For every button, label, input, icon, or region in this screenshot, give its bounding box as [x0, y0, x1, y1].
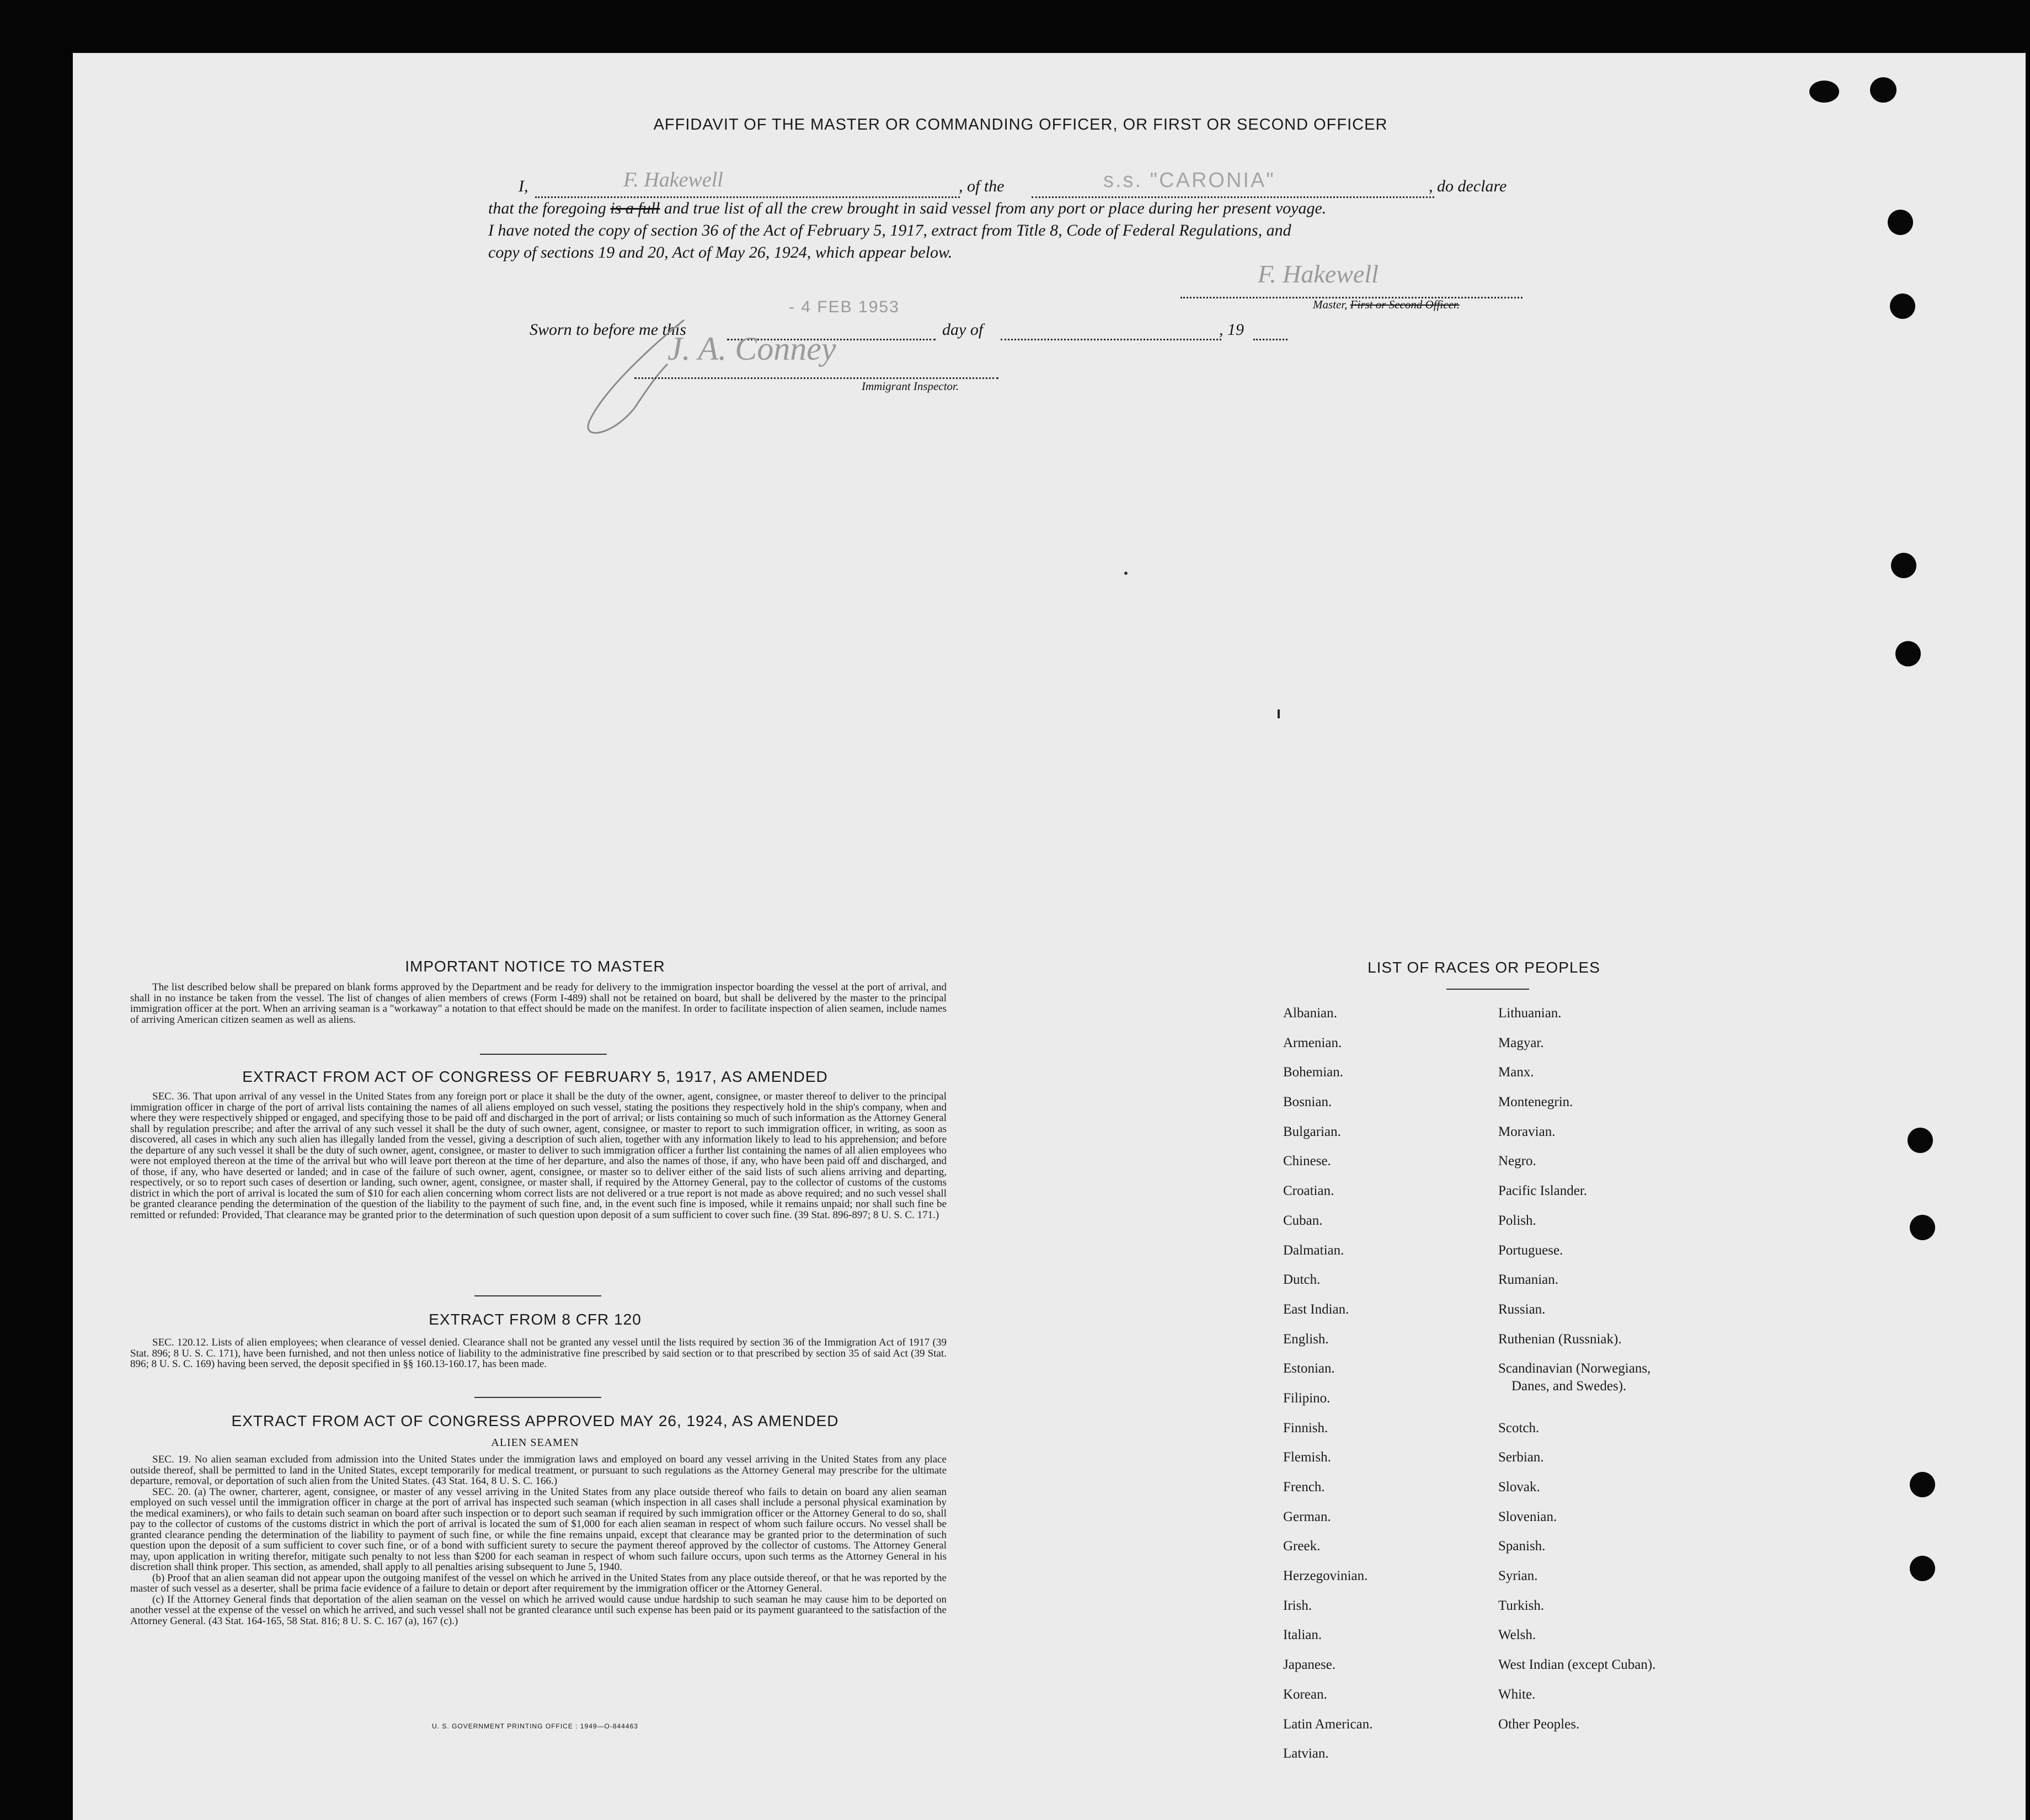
race-item: Latin American.: [1283, 1716, 1373, 1732]
notice-body: The list described below shall be prepared on blank forms approved by the Department and be ready for delivery to the immigration inspector boarding the vessel at the port of arrival, and shall in no instance be taken from the vessel. The list of changes of alien members of crews (Form I-489) shall not be retained on board, but shall be delivered by the master to the principal immigration officer at the port. When an arriving seaman is a "workaway" a notation to that effect should be made on the manifest. In order to facilitate inspection of alien seamen, include names of arriving American citizen seamen as well as aliens.: [130, 981, 947, 1026]
races-title: LIST OF RACES OR PEOPLES: [1367, 959, 1600, 976]
punch-hole: [1910, 1215, 1935, 1240]
year-prefix: , 19: [1219, 321, 1244, 339]
master-signature-field[interactable]: [1180, 280, 1522, 298]
race-item: West Indian (except Cuban).: [1498, 1657, 1656, 1673]
race-item: Armenian.: [1283, 1035, 1342, 1050]
month-field[interactable]: [1001, 322, 1221, 340]
race-item: Lithuanian.: [1498, 1006, 1562, 1021]
race-item: Filipino.: [1283, 1390, 1331, 1406]
affidavit-line-2: [488, 198, 1528, 220]
extract-1924-title: EXTRACT FROM ACT OF CONGRESS APPROVED MAY 26, 1924, AS AMENDED: [231, 1412, 839, 1429]
punch-hole: [1890, 293, 1915, 319]
speck: [1278, 709, 1280, 718]
race-item: Dalmatian.: [1283, 1242, 1344, 1258]
sec-20b: (b) Proof that an alien seaman did not appear upon the outgoing manifest of the vessel on which he arrived in the United States from any place outside thereof, or that he was reported by the master of such vessel as a deserter, shall be prima facie evidence of a failure to detain or deport after requirement by the immigration officer or the Attorney General.: [130, 1572, 947, 1594]
race-item: Polish.: [1498, 1213, 1536, 1228]
race-item: Turkish.: [1498, 1598, 1545, 1613]
race-item: Croatian.: [1283, 1183, 1334, 1199]
races-left-column: [1283, 1005, 1372, 1775]
extract-cfr-title: EXTRACT FROM 8 CFR 120: [429, 1311, 642, 1328]
race-item: Welsh.: [1498, 1627, 1536, 1643]
declarant-name-field[interactable]: [535, 180, 960, 198]
race-item: Italian.: [1283, 1627, 1322, 1643]
affidavit-i-label: I,: [519, 177, 528, 195]
speck: [1124, 572, 1128, 575]
race-item: Pacific Islander.: [1498, 1183, 1588, 1199]
race-item: Montenegrin.: [1498, 1095, 1573, 1110]
race-item: Flemish.: [1283, 1450, 1331, 1465]
inspector-signature: J. A. Conney: [667, 330, 836, 367]
race-item: Manx.: [1498, 1065, 1534, 1080]
inspector-label: Immigrant Inspector.: [862, 380, 959, 393]
sec-20a: SEC. 20. (a) The owner, charterer, agent, consignee, or master of any vessel arriving in the United States from any place outside thereof who fails to detain on board any alien seaman employed on such vessel until the immigration officer in charge at the port of arrival has inspected such seaman (which inspection in all cases shall include a personal physical examination by the medical examiners), or who fails to detain such seaman on board after such inspection or to deport such seaman if required by such immigration officer or the Attorney General to do so, shall pay to the collector of customs of the customs district in which the port of arrival is located the sum of $1,000 for each alien seaman in respect of whom such failure occurs. No vessel shall be granted clearance pending the determination of the liability to payment of such fine, or while the fine remains unpaid, except that clearance may be granted prior to the determination of such question upon the deposit of a sum sufficient to cover such fine, or of a bond with sufficient surety to secure the payment thereof approved by the collector of customs. The Attorney General may, upon application in writing therefor, mitigate such penalty to not less than $200 for each seaman in respect of whom such failure occurs, upon such terms as the Attorney General in his discretion shall think proper. This section, as amended, shall apply to all penalties arising subsequent to June 5, 1940.: [130, 1486, 947, 1573]
extract-1924-body: [130, 1454, 947, 1626]
master-label-pre: Master,: [1313, 298, 1348, 311]
race-item: Cuban.: [1283, 1213, 1323, 1228]
punch-hole: [1809, 81, 1839, 103]
race-item: Bohemian.: [1283, 1065, 1344, 1080]
affidavit-line-2-pre: that the foregoing: [488, 199, 606, 217]
notice-title: IMPORTANT NOTICE TO MASTER: [405, 958, 665, 975]
race-item: Greek.: [1283, 1539, 1321, 1554]
of-the-label: , of the: [959, 177, 1005, 195]
race-item: Bosnian.: [1283, 1095, 1332, 1110]
race-item: Other Peoples.: [1498, 1716, 1580, 1732]
race-item: French.: [1283, 1480, 1325, 1495]
race-item: Ruthenian (Russniak).: [1498, 1331, 1622, 1347]
race-item: Japanese.: [1283, 1657, 1336, 1673]
sec-20c: (c) If the Attorney General finds that deportation of the alien seaman on the vessel on which he arrived would cause undue hardship to such seaman he may cause him to be deported on another vessel at the expense of the vessel on which he arrived, and such vessel shall not be granted clearance until such expense has been paid or its payment guaranteed to the satisfaction of the Attorney General. (43 Stat. 164-165, 58 Stat. 816; 8 U. S. C. 167 (a), 167 (c).): [130, 1593, 947, 1627]
affidavit-line-4: copy of sections 19 and 20, Act of May 26, 1924, which appear below.: [488, 243, 953, 261]
inspector-signature-field[interactable]: [634, 364, 998, 379]
race-item: Finnish.: [1283, 1420, 1328, 1435]
master-label: [1313, 298, 1460, 312]
punch-hole: [1908, 1128, 1933, 1153]
do-declare-label: , do declare: [1429, 177, 1507, 195]
race-item: Herzegovinian.: [1283, 1568, 1368, 1584]
race-item: Korean.: [1283, 1686, 1327, 1702]
punch-hole: [1895, 641, 1921, 666]
race-item: Moravian.: [1498, 1124, 1556, 1139]
divider: [1446, 989, 1529, 990]
extract-1917-body: SEC. 36. That upon arrival of any vessel in the United States from any foreign port or place it shall be the duty of the owner, agent, consignee, or master thereof to deliver to the principal immigration officer in charge of the port of arrival lists containing the names of all aliens employed on such vessel, stating the positions they respectively hold in the ship's company, when and where they were respectively shipped or engaged, and specifying those to be paid off and discharged in the port of arrival; or lists containing so much of such information as the Attorney General shall by regulation prescribe; and after the arrival of any such vessel it shall be the duty of such owner, agent, consignee, or master to report to such immigration officer, in writing, as soon as discovered, all cases in which any such alien has illegally landed from the vessel, giving a description of such alien, together with any information likely to lead to his apprehension; and before the departure of any such vessel it shall be the duty of such owner, agent, consignee, or master to deliver to such immigration officer a further list containing the names of all alien employees who were not employed thereon at the time of the arrival but who will leave port thereon at the time of her departure, and also the names of those, if any, who have been paid off and discharged, and of those, if any, who have deserted or landed; and in case of the failure of such owner, agent, consignee, or master so to deliver either of the said lists of such aliens arriving and departing, respectively, or so to report such cases of desertion or landing, such owner, agent, consignee, or master shall, if required by the Attorney General, pay to the collector of customs of the customs district in which the port of arrival is located the sum of $10 for each alien concerning whom correct lists are not delivered or a true report is not made as above required; and no such vessel shall be granted clearance pending the determination of the question of the liability to the payment of such fine, and, in the event such fine is imposed, while it remains unpaid; nor shall such fine be remitted or refunded: Provided, That clearance may be granted prior to the determination of such question upon deposit of a sum sufficient to cover such fine. (39 Stat. 896-897; 8 U. S. C. 171.): [130, 1091, 947, 1221]
affidavit-line-2-struck: is a full: [610, 199, 660, 217]
race-item: Slovenian.: [1498, 1509, 1557, 1524]
vessel-name: s.s. "CARONIA": [1103, 169, 1275, 192]
punch-hole: [1891, 553, 1916, 578]
punch-hole: [1910, 1556, 1935, 1581]
race-item: Negro.: [1498, 1154, 1536, 1169]
divider: [474, 1397, 601, 1398]
race-item: Portuguese.: [1498, 1242, 1563, 1258]
race-item: Estonian.: [1283, 1361, 1335, 1376]
extract-1917-title: EXTRACT FROM ACT OF CONGRESS OF FEBRUARY 5, 1917, AS AMENDED: [242, 1068, 828, 1085]
race-item: Scandinavian (Norwegians,: [1498, 1361, 1651, 1376]
race-item: English.: [1283, 1331, 1329, 1347]
extract-1924-subtitle: ALIEN SEAMEN: [491, 1437, 579, 1449]
master-signature: F. Hakewell: [1258, 260, 1379, 288]
race-item: Scotch.: [1498, 1420, 1540, 1435]
race-item: Albanian.: [1283, 1006, 1337, 1021]
master-label-struck: First or Second Officer.: [1350, 298, 1460, 311]
affidavit-title: AFFIDAVIT OF THE MASTER OR COMMANDING OFFICER, OR FIRST OR SECOND OFFICER: [653, 116, 1388, 134]
divider: [474, 1295, 601, 1296]
punch-hole: [1888, 210, 1913, 235]
race-item: Slovak.: [1498, 1480, 1540, 1495]
race-item: Chinese.: [1283, 1154, 1331, 1169]
race-item: Bulgarian.: [1283, 1124, 1341, 1139]
sec-19: SEC. 19. No alien seaman excluded from admission into the United States under the immigration laws and employed on board any vessel arriving in the United States from any place outside thereof, shall be permitted to land in the United States, except temporarily for medical treatment, or pursuant to such regulations as the Attorney General may prescribe for the ultimate departure, removal, or deportation of such alien from the United States. (43 Stat. 164, 8 U. S. C. 166.): [130, 1454, 947, 1487]
race-item: Spanish.: [1498, 1539, 1546, 1554]
races-right-column: [1498, 1005, 1655, 1746]
race-item: Serbian.: [1498, 1450, 1544, 1465]
race-item: East Indian.: [1283, 1301, 1349, 1317]
race-item: Irish.: [1283, 1598, 1312, 1613]
race-item: Magyar.: [1498, 1035, 1544, 1050]
extract-cfr-body: SEC. 120.12. Lists of alien employees; when clearance of vessel denied. Clearance shall not be granted any vessel until the lists required by section 36 of the Immigration Act of 1917 (39 Stat. 896; 8 U. S. C. 171), have been furnished, and not then unless notice of liability to the administrative fine prescribed by said section or to that prescribed by section 35 of said Act (39 Stat. 896; 8 U. S. C. 169) having been served, the deposit specified in §§ 160.13-160.17, has been made.: [130, 1337, 947, 1370]
race-item: White.: [1498, 1686, 1536, 1702]
divider: [480, 1054, 607, 1055]
punch-hole: [1870, 77, 1897, 103]
race-item: German.: [1283, 1509, 1331, 1524]
race-item: Dutch.: [1283, 1272, 1321, 1288]
affidavit-line-2-post: and true list of all the crew brought in said vessel from any port or place during her present voyage.: [664, 199, 1327, 217]
punch-hole: [1910, 1472, 1935, 1497]
day-of-label: day of: [942, 321, 984, 339]
race-item: Latvian.: [1283, 1746, 1329, 1762]
race-item: Syrian.: [1498, 1568, 1538, 1584]
year-field[interactable]: [1253, 322, 1288, 340]
declarant-signature: F. Hakewell: [623, 168, 723, 191]
race-item: Danes, and Swedes).: [1511, 1379, 1627, 1394]
affidavit-line-3: I have noted the copy of section 36 of the Act of February 5, 1917, extract from Title 8, Code of Federal Regulations, and: [488, 221, 1291, 239]
printer-imprint: U. S. GOVERNMENT PRINTING OFFICE : 1949—O-844463: [432, 1722, 638, 1730]
date-stamp: - 4 FEB 1953: [789, 298, 900, 316]
race-item: Rumanian.: [1498, 1272, 1559, 1288]
race-item: Russian.: [1498, 1301, 1546, 1317]
sworn-label: Sworn to before me this: [530, 321, 686, 339]
